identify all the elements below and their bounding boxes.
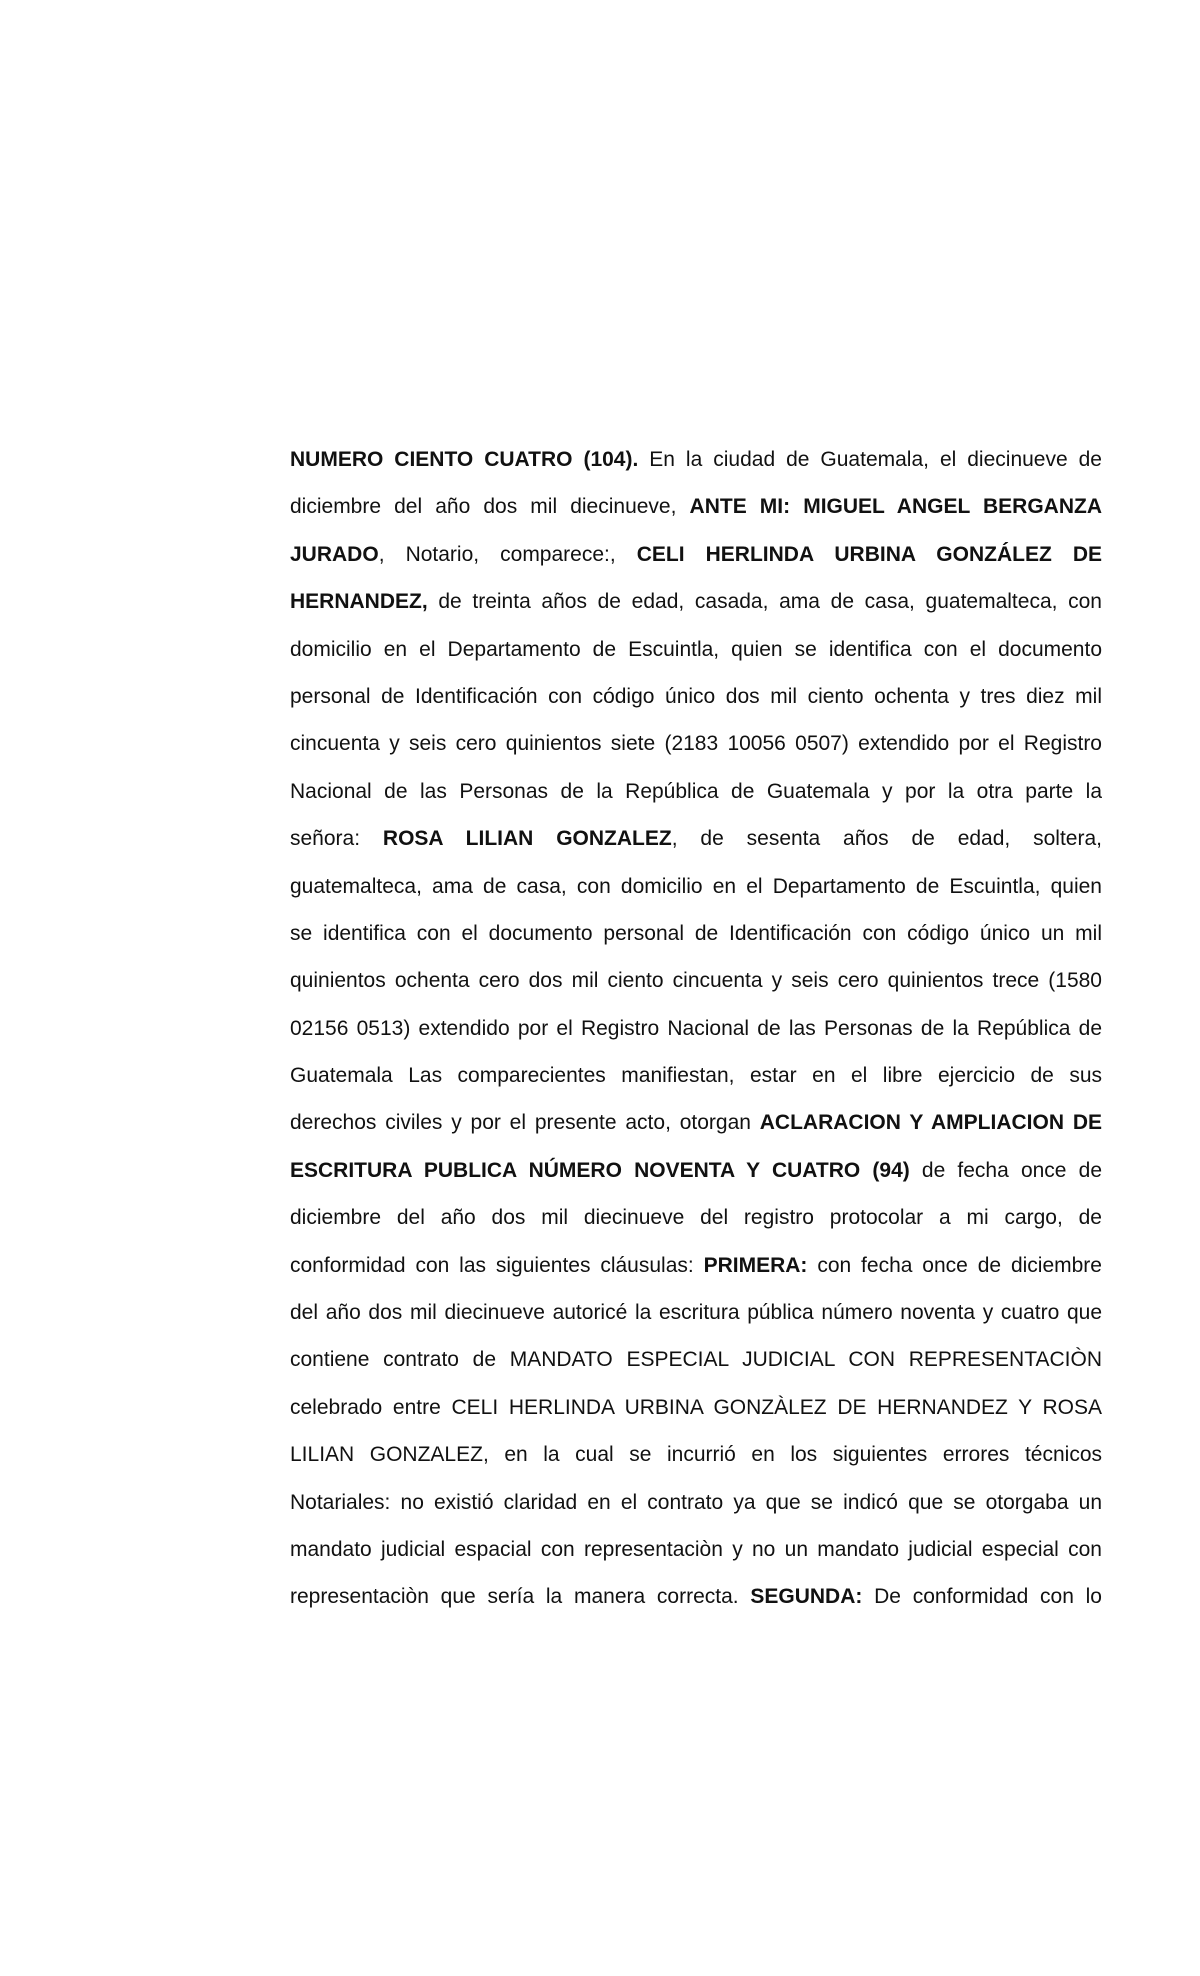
bold-text-run: PRIMERA: [703,1253,808,1277]
text-line [290,863,1102,910]
text-run: derechos civiles y por el presente acto, otorgan [290,1111,760,1135]
bold-text-run: SEGUNDA: [750,1585,863,1609]
text-run: En la ciudad de Guatemala, el diecinueve de [638,448,1102,471]
text-line [290,1431,1102,1478]
text-run: , de sesenta años de edad, soltera, [671,827,1102,851]
text-line [290,1099,1102,1146]
bold-text-run: ANTE MI: MIGUEL ANGEL BERGANZA [689,495,1102,519]
bold-text-run: ESCRITURA PUBLICA NÚMERO NOVENTA Y CUATRO (94) [290,1158,910,1182]
text-run: mandato judicial espacial con representaciòn y no un mandato judicial especial con [290,1537,1102,1561]
text-run: diciembre del año dos mil diecinueve del registro protocolar a mi cargo, de [290,1206,1102,1230]
text-run: señora: [290,827,383,851]
bold-text-run: ROSA LILIAN GONZALEZ [382,827,672,851]
text-run: conformidad con las siguientes cláusulas: [290,1253,704,1277]
text-line [290,815,1102,862]
text-run: cincuenta y seis cero quinientos siete (2183 10056 0507) extendido por el Registro [290,732,1102,756]
text-run: se identifica con el documento personal de Identificación con código único un mil [290,921,1102,945]
text-run: con fecha once de diciembre [807,1253,1102,1277]
text-run: diciembre del año dos mil diecinueve, [290,495,690,519]
text-run: de treinta años de edad, casada, ama de casa, guatemalteca, con [427,590,1102,614]
text-run: contiene contrato de MANDATO ESPECIAL JUDICIAL CON REPRESENTACIÒN [290,1348,1102,1372]
text-run: quinientos ochenta cero dos mil ciento cincuenta y seis cero quinientos trece (1580 [290,969,1102,993]
text-line [290,1479,1102,1526]
text-line [290,768,1102,815]
text-line [290,1052,1102,1099]
bold-text-run: HERNANDEZ, [290,590,428,614]
text-run: representaciòn que sería la manera correcta. [290,1585,751,1609]
text-run: Guatemala Las comparecientes manifiestan, estar en el libre ejercicio de sus [290,1064,1102,1088]
text-run: De conformidad con lo [862,1585,1102,1609]
bold-text-run: JURADO [290,542,379,566]
text-run: LILIAN GONZALEZ, en la cual se incurrió en los siguientes errores técnicos [290,1443,1102,1467]
text-line [290,578,1102,625]
text-run: 02156 0513) extendido por el Registro Nacional de las Personas de la República de [290,1016,1102,1040]
text-run: Notariales: no existió claridad en el contrato ya que se indicó que se otorgaba un [290,1490,1102,1514]
text-run: , Notario, comparece:, [378,542,637,566]
text-line [290,1384,1102,1431]
text-line [290,1194,1102,1241]
bold-text-run: ACLARACION Y AMPLIACION DE [759,1111,1102,1135]
text-line [290,957,1102,1004]
text-run: personal de Identificación con código único dos mil ciento ochenta y tres diez mil [290,684,1102,708]
deed-text [290,436,1102,1621]
text-line [290,720,1102,767]
text-run: domicilio en el Departamento de Escuintla, quien se identifica con el documento [290,637,1102,661]
text-line [290,1573,1102,1620]
text-run: del año dos mil diecinueve autoricé la escritura pública número noventa y cuatro que [290,1301,1102,1325]
text-run: Nacional de las Personas de la República de Guatemala y por la otra parte la [290,779,1102,803]
bold-text-run: CELI HERLINDA URBINA GONZÁLEZ DE [636,542,1102,566]
text-line [290,673,1102,720]
text-line [290,483,1102,530]
text-line [290,1526,1102,1573]
text-line [290,436,1102,483]
text-line [290,1336,1102,1383]
text-line [290,1242,1102,1289]
bold-text-run: NUMERO CIENTO CUATRO (104). [290,448,639,471]
text-line [290,1005,1102,1052]
text-line [290,626,1102,673]
text-line [290,1289,1102,1336]
text-run: celebrado entre CELI HERLINDA URBINA GONZÀLEZ DE HERNANDEZ Y ROSA [290,1395,1102,1419]
text-line [290,910,1102,957]
text-line [290,531,1102,578]
text-line [290,1147,1102,1194]
text-run: de fecha once de [909,1158,1102,1182]
text-run: guatemalteca, ama de casa, con domicilio en el Departamento de Escuintla, quien [290,874,1102,898]
